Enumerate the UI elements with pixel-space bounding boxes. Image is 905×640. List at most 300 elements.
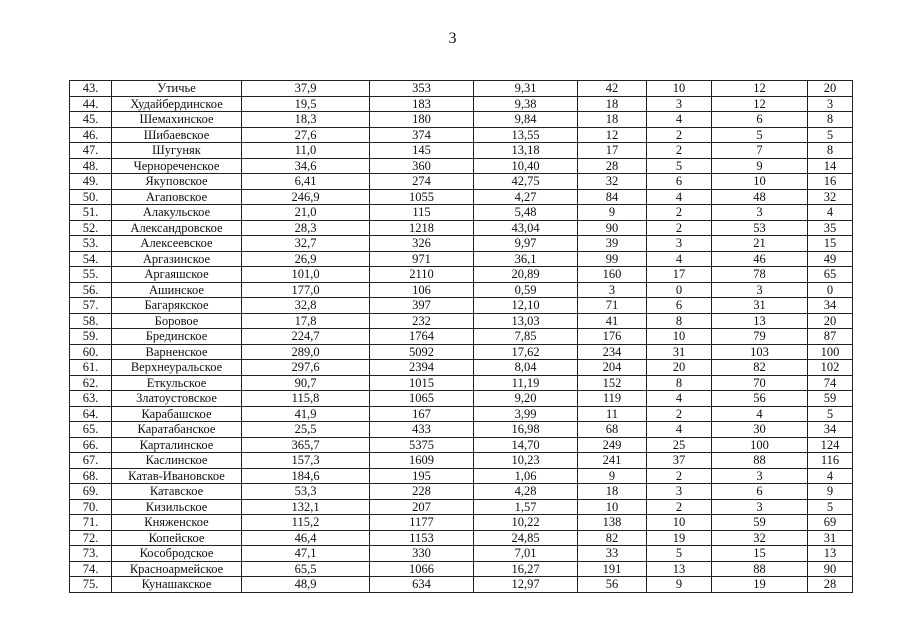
row-number: 53.: [70, 236, 112, 252]
count-value: 115: [370, 205, 474, 221]
ratio-value: 9,38: [474, 96, 578, 112]
area-value: 27,6: [242, 127, 370, 143]
table-row: [70, 205, 853, 221]
count-value: 145: [370, 143, 474, 159]
district-name: Аргаяшское: [112, 267, 242, 283]
col6-value: 9: [578, 468, 647, 484]
col6-value: 71: [578, 298, 647, 314]
table-row: [70, 267, 853, 283]
col8-value: 5: [712, 127, 808, 143]
ratio-value: 13,03: [474, 313, 578, 329]
district-name: Алакульское: [112, 205, 242, 221]
col8-value: 30: [712, 422, 808, 438]
col9-value: 0: [808, 282, 853, 298]
ratio-value: 10,23: [474, 453, 578, 469]
ratio-value: 36,1: [474, 251, 578, 267]
count-value: 1609: [370, 453, 474, 469]
col9-value: 100: [808, 344, 853, 360]
col6-value: 241: [578, 453, 647, 469]
table-row: [70, 530, 853, 546]
table-row: [70, 561, 853, 577]
district-name: Ашинское: [112, 282, 242, 298]
area-value: 6,41: [242, 174, 370, 190]
table-row: [70, 143, 853, 159]
col9-value: 34: [808, 298, 853, 314]
district-name: Кунашакское: [112, 577, 242, 593]
col8-value: 3: [712, 282, 808, 298]
row-number: 57.: [70, 298, 112, 314]
col9-value: 3: [808, 96, 853, 112]
col8-value: 12: [712, 81, 808, 97]
ratio-value: 14,70: [474, 437, 578, 453]
col7-value: 2: [647, 499, 712, 515]
ratio-value: 12,10: [474, 298, 578, 314]
district-name: Агаповское: [112, 189, 242, 205]
ratio-value: 10,22: [474, 515, 578, 531]
area-value: 37,9: [242, 81, 370, 97]
table-row: [70, 360, 853, 376]
table-row: [70, 499, 853, 515]
ratio-value: 24,85: [474, 530, 578, 546]
ratio-value: 3,99: [474, 406, 578, 422]
col8-value: 3: [712, 205, 808, 221]
col6-value: 204: [578, 360, 647, 376]
col8-value: 53: [712, 220, 808, 236]
area-value: 48,9: [242, 577, 370, 593]
row-number: 62.: [70, 375, 112, 391]
ratio-value: 20,89: [474, 267, 578, 283]
ratio-value: 17,62: [474, 344, 578, 360]
col9-value: 102: [808, 360, 853, 376]
col6-value: 18: [578, 112, 647, 128]
col7-value: 5: [647, 546, 712, 562]
district-name: Боровое: [112, 313, 242, 329]
area-value: 289,0: [242, 344, 370, 360]
col7-value: 17: [647, 267, 712, 283]
count-value: 1177: [370, 515, 474, 531]
area-value: 90,7: [242, 375, 370, 391]
col6-value: 176: [578, 329, 647, 345]
col9-value: 87: [808, 329, 853, 345]
area-value: 101,0: [242, 267, 370, 283]
col7-value: 2: [647, 205, 712, 221]
count-value: 1066: [370, 561, 474, 577]
area-value: 32,7: [242, 236, 370, 252]
col9-value: 8: [808, 143, 853, 159]
table-row: [70, 344, 853, 360]
table-row: [70, 236, 853, 252]
col8-value: 3: [712, 468, 808, 484]
count-value: 397: [370, 298, 474, 314]
col6-value: 33: [578, 546, 647, 562]
table-row: [70, 81, 853, 97]
district-name: Верхнеуральское: [112, 360, 242, 376]
count-value: 167: [370, 406, 474, 422]
col6-value: 10: [578, 499, 647, 515]
col7-value: 13: [647, 561, 712, 577]
district-name: Карталинское: [112, 437, 242, 453]
col8-value: 19: [712, 577, 808, 593]
col9-value: 20: [808, 81, 853, 97]
col7-value: 10: [647, 329, 712, 345]
ratio-value: 7,01: [474, 546, 578, 562]
col6-value: 160: [578, 267, 647, 283]
district-name: Катав-Ивановское: [112, 468, 242, 484]
count-value: 1153: [370, 530, 474, 546]
count-value: 228: [370, 484, 474, 500]
area-value: 177,0: [242, 282, 370, 298]
count-value: 1055: [370, 189, 474, 205]
col7-value: 31: [647, 344, 712, 360]
count-value: 971: [370, 251, 474, 267]
col7-value: 10: [647, 81, 712, 97]
col7-value: 3: [647, 96, 712, 112]
row-number: 61.: [70, 360, 112, 376]
row-number: 55.: [70, 267, 112, 283]
area-value: 115,2: [242, 515, 370, 531]
col6-value: 9: [578, 205, 647, 221]
area-value: 34,6: [242, 158, 370, 174]
col6-value: 11: [578, 406, 647, 422]
col6-value: 3: [578, 282, 647, 298]
area-value: 65,5: [242, 561, 370, 577]
district-name: Каратабанское: [112, 422, 242, 438]
col9-value: 5: [808, 127, 853, 143]
col8-value: 12: [712, 96, 808, 112]
col8-value: 82: [712, 360, 808, 376]
row-number: 58.: [70, 313, 112, 329]
col9-value: 5: [808, 499, 853, 515]
col7-value: 25: [647, 437, 712, 453]
table-row: [70, 158, 853, 174]
count-value: 2110: [370, 267, 474, 283]
col7-value: 10: [647, 515, 712, 531]
area-value: 19,5: [242, 96, 370, 112]
row-number: 51.: [70, 205, 112, 221]
district-name: Каслинское: [112, 453, 242, 469]
ratio-value: 8,04: [474, 360, 578, 376]
count-value: 1764: [370, 329, 474, 345]
table-row: [70, 437, 853, 453]
col9-value: 8: [808, 112, 853, 128]
col7-value: 2: [647, 127, 712, 143]
row-number: 50.: [70, 189, 112, 205]
col9-value: 59: [808, 391, 853, 407]
row-number: 52.: [70, 220, 112, 236]
col8-value: 48: [712, 189, 808, 205]
col6-value: 28: [578, 158, 647, 174]
col6-value: 56: [578, 577, 647, 593]
count-value: 232: [370, 313, 474, 329]
col7-value: 2: [647, 143, 712, 159]
table-row: [70, 96, 853, 112]
area-value: 11,0: [242, 143, 370, 159]
area-value: 365,7: [242, 437, 370, 453]
ratio-value: 16,98: [474, 422, 578, 438]
col9-value: 9: [808, 484, 853, 500]
area-value: 25,5: [242, 422, 370, 438]
col6-value: 32: [578, 174, 647, 190]
area-value: 53,3: [242, 484, 370, 500]
district-name: Шугуняк: [112, 143, 242, 159]
area-value: 115,8: [242, 391, 370, 407]
col9-value: 14: [808, 158, 853, 174]
count-value: 1218: [370, 220, 474, 236]
col8-value: 10: [712, 174, 808, 190]
col7-value: 3: [647, 484, 712, 500]
col9-value: 116: [808, 453, 853, 469]
ratio-value: 4,27: [474, 189, 578, 205]
count-value: 180: [370, 112, 474, 128]
col7-value: 3: [647, 236, 712, 252]
area-value: 184,6: [242, 468, 370, 484]
district-name: Аргазинское: [112, 251, 242, 267]
col9-value: 65: [808, 267, 853, 283]
table-row: [70, 251, 853, 267]
row-number: 54.: [70, 251, 112, 267]
table-row: [70, 298, 853, 314]
row-number: 63.: [70, 391, 112, 407]
col7-value: 6: [647, 174, 712, 190]
col6-value: 17: [578, 143, 647, 159]
col8-value: 13: [712, 313, 808, 329]
row-number: 44.: [70, 96, 112, 112]
count-value: 1065: [370, 391, 474, 407]
table-row: [70, 577, 853, 593]
col7-value: 6: [647, 298, 712, 314]
col9-value: 31: [808, 530, 853, 546]
col9-value: 49: [808, 251, 853, 267]
row-number: 72.: [70, 530, 112, 546]
col9-value: 13: [808, 546, 853, 562]
col8-value: 78: [712, 267, 808, 283]
col9-value: 35: [808, 220, 853, 236]
col7-value: 8: [647, 375, 712, 391]
col6-value: 99: [578, 251, 647, 267]
table-row: [70, 546, 853, 562]
ratio-value: 13,55: [474, 127, 578, 143]
row-number: 67.: [70, 453, 112, 469]
col9-value: 20: [808, 313, 853, 329]
page-number: 3: [448, 30, 457, 47]
district-name: Еткульское: [112, 375, 242, 391]
col7-value: 2: [647, 406, 712, 422]
col7-value: 9: [647, 577, 712, 593]
table-row: [70, 515, 853, 531]
col7-value: 2: [647, 220, 712, 236]
col9-value: 124: [808, 437, 853, 453]
table-row: [70, 484, 853, 500]
row-number: 60.: [70, 344, 112, 360]
row-number: 70.: [70, 499, 112, 515]
col6-value: 68: [578, 422, 647, 438]
ratio-value: 42,75: [474, 174, 578, 190]
col8-value: 56: [712, 391, 808, 407]
col9-value: 4: [808, 205, 853, 221]
district-name: Брединское: [112, 329, 242, 345]
district-name: Копейское: [112, 530, 242, 546]
col6-value: 18: [578, 484, 647, 500]
row-number: 56.: [70, 282, 112, 298]
row-number: 74.: [70, 561, 112, 577]
district-name: Александровское: [112, 220, 242, 236]
area-value: 26,9: [242, 251, 370, 267]
col6-value: 18: [578, 96, 647, 112]
col8-value: 100: [712, 437, 808, 453]
col6-value: 12: [578, 127, 647, 143]
count-value: 5092: [370, 344, 474, 360]
area-value: 46,4: [242, 530, 370, 546]
col6-value: 191: [578, 561, 647, 577]
row-number: 73.: [70, 546, 112, 562]
district-name: Утичье: [112, 81, 242, 97]
row-number: 49.: [70, 174, 112, 190]
table-row: [70, 422, 853, 438]
count-value: 274: [370, 174, 474, 190]
ratio-value: 9,31: [474, 81, 578, 97]
col7-value: 19: [647, 530, 712, 546]
row-number: 69.: [70, 484, 112, 500]
district-name: Карабашское: [112, 406, 242, 422]
area-value: 21,0: [242, 205, 370, 221]
col7-value: 4: [647, 112, 712, 128]
col9-value: 5: [808, 406, 853, 422]
col8-value: 3: [712, 499, 808, 515]
col8-value: 70: [712, 375, 808, 391]
ratio-value: 9,20: [474, 391, 578, 407]
district-name: Худайбердинское: [112, 96, 242, 112]
area-value: 132,1: [242, 499, 370, 515]
table-row: [70, 468, 853, 484]
col6-value: 84: [578, 189, 647, 205]
col9-value: 28: [808, 577, 853, 593]
district-name: Шибаевское: [112, 127, 242, 143]
ratio-value: 4,28: [474, 484, 578, 500]
col8-value: 15: [712, 546, 808, 562]
count-value: 433: [370, 422, 474, 438]
count-value: 360: [370, 158, 474, 174]
district-name: Шемахинское: [112, 112, 242, 128]
col8-value: 21: [712, 236, 808, 252]
col7-value: 2: [647, 468, 712, 484]
ratio-value: 9,84: [474, 112, 578, 128]
col8-value: 103: [712, 344, 808, 360]
district-name: Якуповское: [112, 174, 242, 190]
area-value: 297,6: [242, 360, 370, 376]
ratio-value: 0,59: [474, 282, 578, 298]
ratio-value: 12,97: [474, 577, 578, 593]
row-number: 48.: [70, 158, 112, 174]
col8-value: 7: [712, 143, 808, 159]
area-value: 32,8: [242, 298, 370, 314]
count-value: 374: [370, 127, 474, 143]
row-number: 66.: [70, 437, 112, 453]
col8-value: 4: [712, 406, 808, 422]
col6-value: 90: [578, 220, 647, 236]
district-name: Варненское: [112, 344, 242, 360]
area-value: 17,8: [242, 313, 370, 329]
col8-value: 88: [712, 561, 808, 577]
col9-value: 16: [808, 174, 853, 190]
area-value: 28,3: [242, 220, 370, 236]
table-body: [70, 81, 853, 593]
col8-value: 88: [712, 453, 808, 469]
col6-value: 152: [578, 375, 647, 391]
table-row: [70, 220, 853, 236]
ratio-value: 11,19: [474, 375, 578, 391]
col8-value: 79: [712, 329, 808, 345]
row-number: 46.: [70, 127, 112, 143]
col6-value: 119: [578, 391, 647, 407]
col6-value: 42: [578, 81, 647, 97]
table-row: [70, 406, 853, 422]
district-name: Алексеевское: [112, 236, 242, 252]
table-row: [70, 391, 853, 407]
col6-value: 249: [578, 437, 647, 453]
col8-value: 46: [712, 251, 808, 267]
district-name: Красноармейское: [112, 561, 242, 577]
district-name: Кособродское: [112, 546, 242, 562]
count-value: 2394: [370, 360, 474, 376]
col8-value: 6: [712, 484, 808, 500]
col9-value: 69: [808, 515, 853, 531]
area-value: 41,9: [242, 406, 370, 422]
col7-value: 0: [647, 282, 712, 298]
count-value: 330: [370, 546, 474, 562]
col9-value: 15: [808, 236, 853, 252]
table-row: [70, 375, 853, 391]
col7-value: 37: [647, 453, 712, 469]
count-value: 353: [370, 81, 474, 97]
district-name: Княженское: [112, 515, 242, 531]
col6-value: 41: [578, 313, 647, 329]
col9-value: 90: [808, 561, 853, 577]
table-row: [70, 282, 853, 298]
count-value: 195: [370, 468, 474, 484]
col6-value: 82: [578, 530, 647, 546]
district-name: Златоустовское: [112, 391, 242, 407]
col6-value: 234: [578, 344, 647, 360]
col8-value: 31: [712, 298, 808, 314]
table-row: [70, 313, 853, 329]
count-value: 634: [370, 577, 474, 593]
area-value: 47,1: [242, 546, 370, 562]
table-row: [70, 453, 853, 469]
col8-value: 32: [712, 530, 808, 546]
row-number: 68.: [70, 468, 112, 484]
district-name: Чернореченское: [112, 158, 242, 174]
col9-value: 34: [808, 422, 853, 438]
table-row: [70, 112, 853, 128]
row-number: 71.: [70, 515, 112, 531]
ratio-value: 9,97: [474, 236, 578, 252]
col6-value: 138: [578, 515, 647, 531]
table-row: [70, 127, 853, 143]
count-value: 106: [370, 282, 474, 298]
col7-value: 4: [647, 422, 712, 438]
area-value: 224,7: [242, 329, 370, 345]
count-value: 183: [370, 96, 474, 112]
district-name: Багарякское: [112, 298, 242, 314]
col8-value: 9: [712, 158, 808, 174]
row-number: 65.: [70, 422, 112, 438]
district-name: Катавское: [112, 484, 242, 500]
ratio-value: 16,27: [474, 561, 578, 577]
col7-value: 4: [647, 251, 712, 267]
area-value: 18,3: [242, 112, 370, 128]
ratio-value: 43,04: [474, 220, 578, 236]
row-number: 75.: [70, 577, 112, 593]
